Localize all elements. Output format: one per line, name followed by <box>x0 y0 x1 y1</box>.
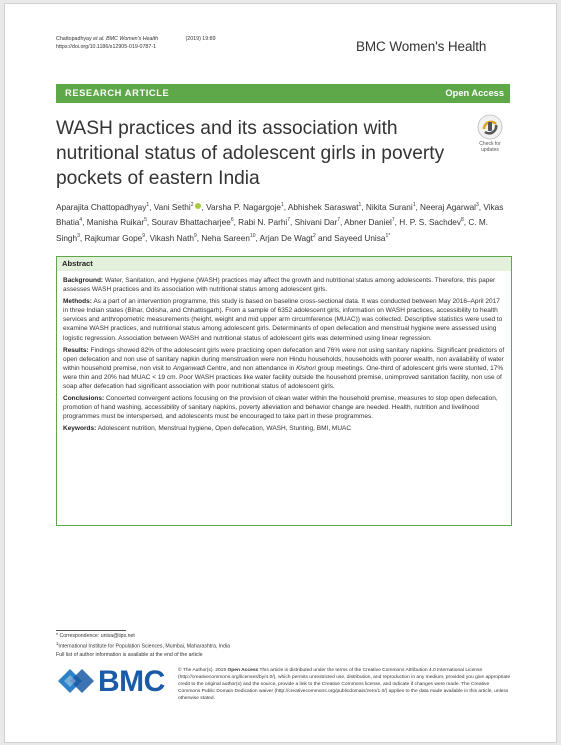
footnotes <box>56 633 512 659</box>
citation-authors: Chattopadhyay <box>56 36 92 42</box>
results-text: Findings showed 82% of the adolescent girls were practicing open defecation and 76% were not using sanitary napkins. Significant predictors of open defecation and non use of sanitary napkin during menstruation were non Hindu households, households with poorer wealth, non availability of water within household premise, non visit to Anganwadi Centre, and non attendance in Kishori group meetings. One-third of adolescent girls were stunted, 17% were thin and 20% had MUAC < 19 cm. Poor WASH practices like water facility outside the household premise, unimproved sanitation facility, non use of soap after defecation had significant association with poor nutritional status of adolescent girls. <box>63 346 505 391</box>
article-type-label: RESEARCH ARTICLE <box>65 88 170 98</box>
abstract-methods <box>63 297 506 342</box>
results-label: Results: <box>63 346 89 354</box>
article-title: WASH practices and its association with nutritional status of adolescent girls in poverty pockets of eastern India <box>56 118 445 189</box>
affiliation-note: $^1$International Institute for Population Sciences, Mumbai, Maharashtra, India <box>56 641 230 651</box>
journal-name: BMC Women's Health <box>356 39 487 54</box>
open-access-label: Open Access <box>445 88 504 98</box>
license-statement: © The Author(s). 2019 Open Access This article is distributed under the terms of the Creative Commons Attribution 4.0 International License (http://creativecommons.org/licenses/by/4.0/), which permits unrestricted use, distribution, and reproduction in any medium, provided you give appropriate credit to the original author(s) and the source, provide a link to the Creative Commons license, and indicate if changes were made. The Creative Commons Public Domain Dedication waiver (http://creativecommons.org/publicdomain/zero/1.0/) applies to the data made available in this article, unless otherwise stated. <box>178 668 511 702</box>
abstract-body <box>63 276 506 437</box>
abstract-results <box>63 346 506 391</box>
abstract-keywords <box>63 424 506 433</box>
citation-journal: BMC Women's Health <box>106 36 159 42</box>
keywords-label: Keywords: <box>63 425 97 433</box>
correspondence-email[interactable]: * Correspondence: unisa@iips.net <box>56 633 135 639</box>
conclusions-text: Concerted convergent actions focusing on the provision of clean water within the household premise, measures to stop open defecation, promotion of hand washing, accessibility of sanitary napkins, poverty alleviation and behavior change are needed. Health, nutrition and livelihood programmes must be interspersed, and adolescents must be encouraged to take part in these programmes. <box>63 395 498 421</box>
abstract-box <box>56 256 512 526</box>
keywords-text: Adolescent nutrition, Menstrual hygiene, Open defecation, WASH, Stunting, BMI, MUAC <box>97 425 352 433</box>
citation-year-pages: (2019) 19:89 <box>185 36 216 42</box>
citation-etal: et al. <box>93 36 105 42</box>
check-for-updates-badge[interactable] <box>470 114 510 153</box>
check-for-updates-icon <box>477 114 503 140</box>
article-page <box>4 3 557 743</box>
abstract-background <box>63 276 506 294</box>
footnote-divider <box>56 630 126 631</box>
abstract-header <box>57 257 511 271</box>
publisher-name: BMC <box>98 665 165 698</box>
abstract-heading: Abstract <box>62 259 93 268</box>
conclusions-label: Conclusions: <box>63 395 105 403</box>
background-label: Background: <box>63 277 104 284</box>
author-list: Aparajita Chattopadhyay$^1$, Vani Sethi$^2$ , Varsha P. Nagargoje$^1$, Abhishek Saraswat$^1$, Nikita Surani$^1$, Neeraj Agarwal$^3$, Vikas Bhatia$^4$, Manisha Ruikar$^5$, Sourav Bhattacharjee$^6$, Rabi N. Parhi$^7$, Shivani Dar$^7$, Abner Daniel$^7$, H. P. S. Sachdev$^8$, C. M. Singh$^3$, Rajkumar Gope$^9$, Vikash Nath$^9$, Neha Sareen$^{10}$, Arjan De Wagt$^2$ and Sayeed Unisa$^{1*}$ <box>56 202 504 243</box>
abstract-conclusions <box>63 394 506 421</box>
article-type-banner <box>56 84 510 103</box>
background-text: Water, Sanitation, and Hygiene (WASH) practices may affect the growth and nutritional status among adolescents. Therefore, this paper assesses WASH practices and its association with nutritional status among adolescent girls. <box>63 277 496 294</box>
methods-label: Methods: <box>63 298 92 306</box>
author-info-note: Full list of author information is available at the end of the article <box>56 651 203 658</box>
check-for-updates-label: Check for updates <box>479 141 501 153</box>
methods-text: As a part of an intervention programme, this study is based on baseline cross-sectional data. It was conducted between May 2016–April 2017 in three Indian states (Bihar, Odisha, and Chhattisgarh). From a sample of 6352 adolescent girls, information on WASH practices, accessibility to health services and anthropometric measurements (height, weight and mid upper arm circumference (MUAC)) was collected. Descriptive statistics were used to examine WASH practices, and nutritional status among adolescent girls. Determinants of open defecation and menstrual hygiene were assessed using logistic regression. Association between WASH and nutritional status of adolescent girls was determined using linear regression. <box>63 298 503 342</box>
doi-link[interactable]: https://doi.org/10.1186/s12905-019-0787-1 <box>56 44 157 50</box>
citation-header <box>56 35 216 51</box>
